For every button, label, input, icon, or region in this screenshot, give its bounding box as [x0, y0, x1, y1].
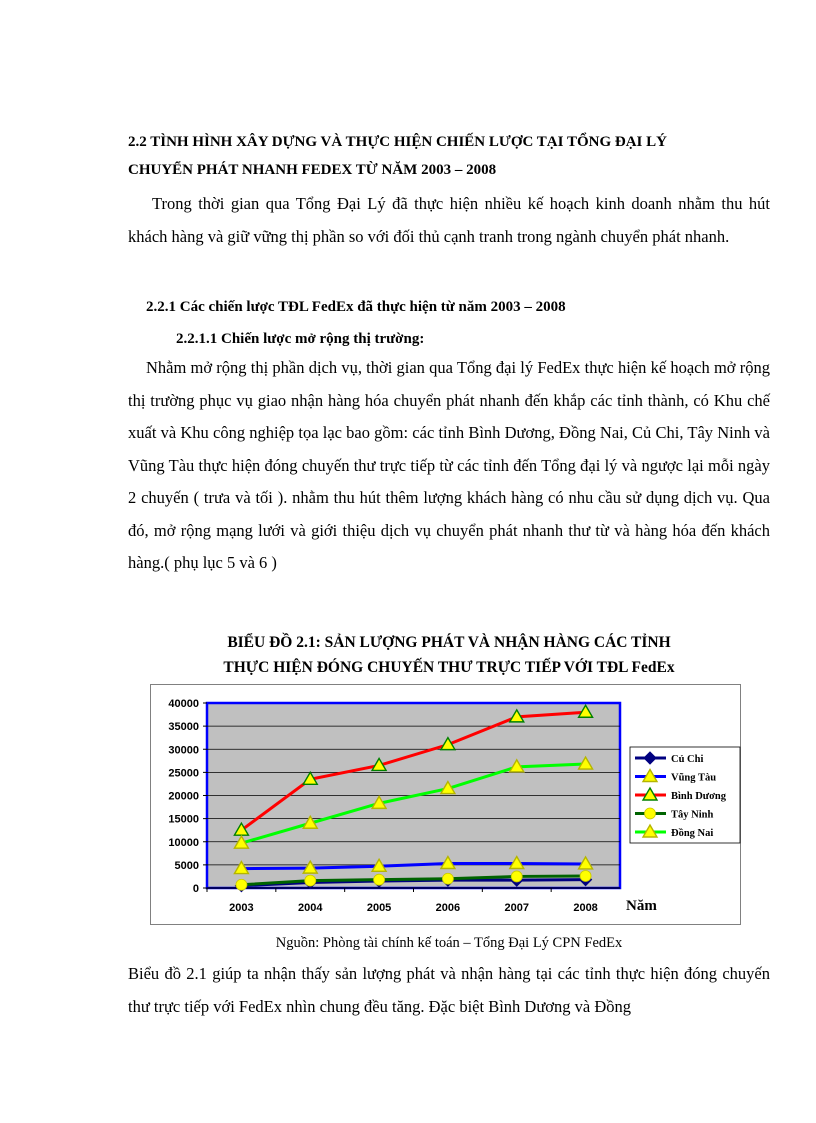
y-tick-label: 5000	[174, 859, 199, 872]
paragraph-market-expansion: Nhằm mở rộng thị phần dịch vụ, thời gian qua Tổng đại lý FedEx thực hiện kế hoạch mở rộng thị trường phục vụ giao nhận hàng hóa chuyển phát nhanh đến khắp các tỉnh thành, có Khu chế xuất và Khu công nghiệp tọa lạc bao gồm: các tỉnh Bình Dương, Đồng Nai, Củ Chi, Tây Ninh và Vũng Tàu thực hiện đóng chuyến thư trực tiếp từ các tỉnh đến Tổng đại lý và ngược lại mỗi ngày 2 chuyến ( trưa và tối ). nhằm thu hút thêm lượng khách hàng có nhu cầu sử dụng dịch vụ. Qua đó, mở rộng mạng lưới và giới thiệu dịch vụ chuyển phát nhanh thư từ và hàng hóa đến khách hàng.( phụ lục 5 và 6 )	[128, 358, 770, 572]
chart-source-note: Nguồn: Phòng tài chính kế toán – Tổng Đại Lý CPN FedEx	[275, 935, 623, 951]
x-tick-label: 2008	[573, 902, 598, 914]
legend-label: Bình Dương	[671, 791, 727, 802]
series-3-point	[305, 875, 316, 886]
series-3-point	[580, 870, 591, 881]
x-axis-label: Năm	[626, 898, 657, 914]
x-tick-label: 2004	[298, 902, 323, 914]
x-tick-label: 2005	[366, 902, 392, 914]
series-3-point	[374, 874, 385, 885]
legend-label: Củ Chi	[671, 754, 704, 765]
y-tick-label: 20000	[168, 790, 199, 803]
section-heading	[128, 128, 768, 184]
paragraph-chart-analysis: Biểu đồ 2.1 giúp ta nhận thấy sản lượng phát và nhận hàng tại các tỉnh thực hiện đóng chuyến thư trực tiếp với FedEx nhìn chung đều tăng. Đặc biệt Bình Dương và Đồng	[128, 964, 770, 1016]
section-heading-line-1: 2.2 TÌNH HÌNH XÂY DỰNG VÀ THỰC HIỆN CHIẾN LƯỢC TẠI TỔNG ĐẠI LÝ	[128, 134, 667, 150]
series-3-point	[442, 873, 453, 884]
y-tick-label: 25000	[168, 767, 199, 780]
y-tick-label: 40000	[168, 698, 199, 710]
legend-label: Vũng Tàu	[671, 772, 717, 784]
x-tick-label: 2003	[229, 902, 254, 914]
chart-title-line-2: THỰC HIỆN ĐÓNG CHUYẾN THƯ TRỰC TIẾP VỚI TĐL FedEx	[223, 659, 675, 676]
y-tick-label: 30000	[168, 744, 199, 757]
legend-swatch-marker	[645, 808, 656, 819]
paragraph-intro: Trong thời gian qua Tổng Đại Lý đã thực hiện nhiều kế hoạch kinh doanh nhằm thu hút khách hàng và giữ vững thị phần so với đối thủ cạnh tranh trong ngành chuyển phát nhanh.	[128, 194, 770, 246]
x-tick-label: 2006	[435, 902, 461, 914]
chart-title-line-1: BIỂU ĐỒ 2.1: SẢN LƯỢNG PHÁT VÀ NHẬN HÀNG CÁC TỈNH	[227, 634, 671, 651]
section-heading-line-2: CHUYỂN PHÁT NHANH FEDEX TỪ NĂM 2003 – 2008	[128, 162, 497, 178]
y-tick-label: 0	[192, 883, 199, 895]
line-chart	[150, 684, 742, 926]
legend-label: Tây Ninh	[671, 809, 714, 821]
y-tick-label: 10000	[168, 836, 199, 849]
y-tick-label: 35000	[168, 721, 199, 734]
y-tick-label: 15000	[168, 813, 199, 826]
legend-label: Đồng Nai	[671, 828, 714, 839]
series-3-point	[236, 879, 247, 890]
subheading-2-2-1-1: 2.2.1.1 Chiến lược mở rộng thị trường:	[176, 331, 425, 347]
chart-title	[128, 630, 770, 680]
x-tick-label: 2007	[504, 902, 529, 914]
subheading-2-2-1: 2.2.1 Các chiến lược TĐL FedEx đã thực hiện từ năm 2003 – 2008	[146, 299, 566, 315]
series-3-point	[511, 871, 522, 882]
